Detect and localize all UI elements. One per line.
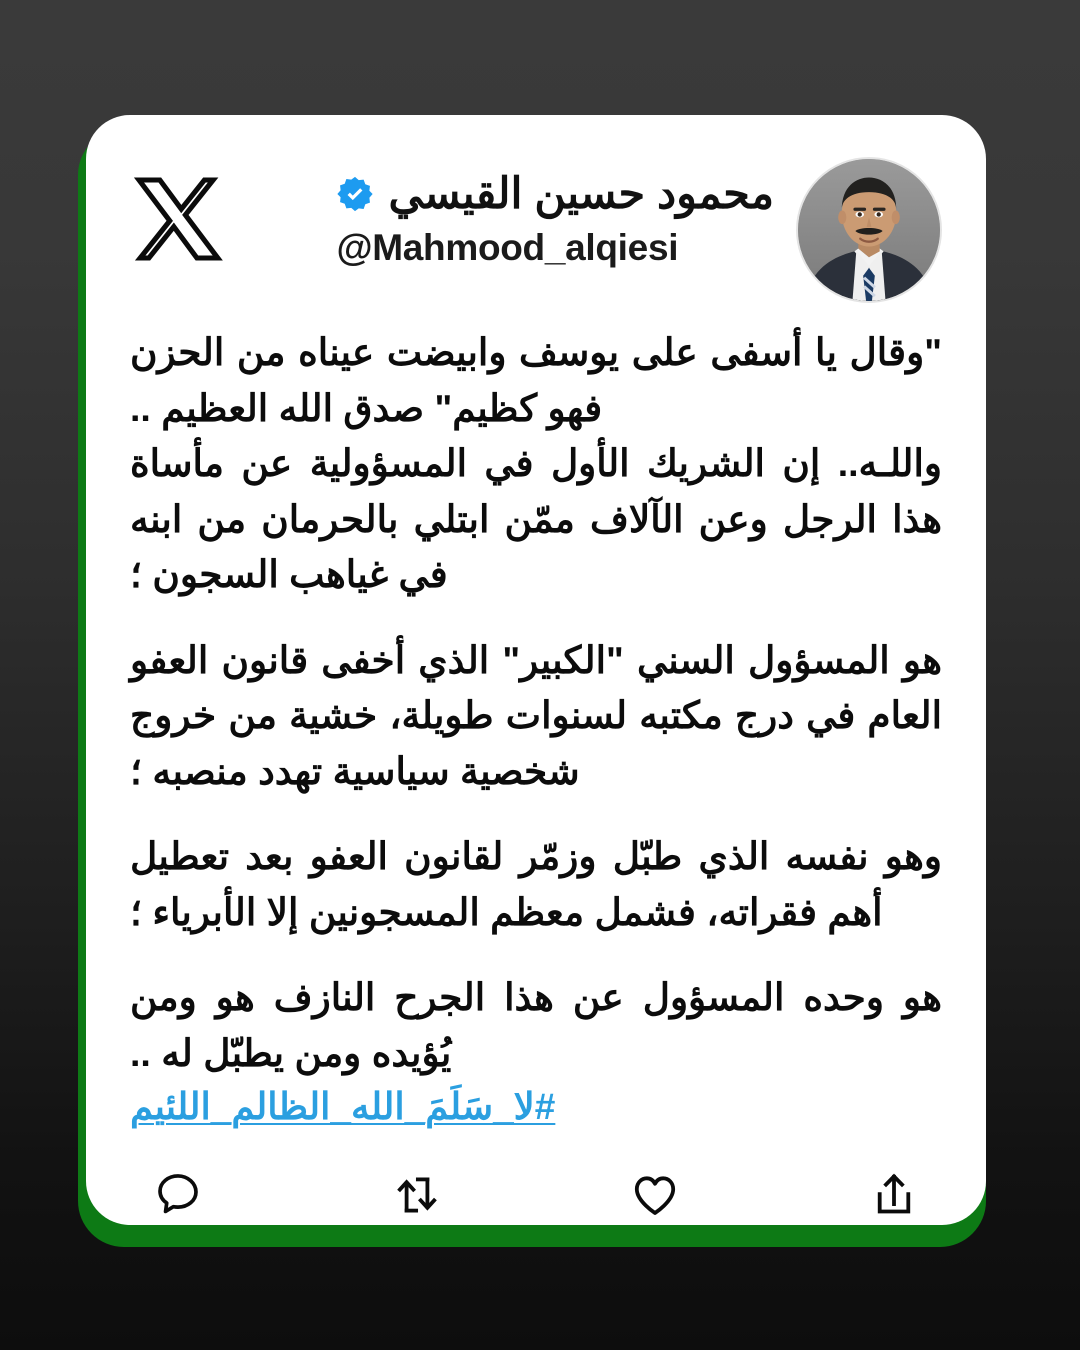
retweet-button[interactable] (385, 1163, 449, 1227)
tweet-paragraph: هو المسؤول السني "الكبير" الذي أخفى قانون العفو العام في درج مكتبه لسنوات طويلة، خشية من خروج شخصية سياسية تهدد منصبه ؛ (130, 638, 942, 792)
tweet-paragraph: "وقال يا أسفى على يوسف وابيضت عيناه من الحزن فهو كظيم" صدق الله العظيم .. (130, 331, 942, 429)
tweet-paragraph: هو وحده المسؤول عن هذا الجرح النازف هو ومن يُؤيده ومن يطبّل له .. (130, 976, 942, 1074)
retweet-icon (391, 1169, 443, 1221)
like-icon (629, 1169, 681, 1221)
share-button[interactable] (862, 1163, 926, 1227)
hashtag-link[interactable]: #لا_سَلَمَ_الله_الظالم_اللئيم (130, 1086, 556, 1127)
tweet-actions (130, 1128, 942, 1246)
display-name-row (336, 171, 774, 217)
account-handle[interactable]: @Mahmood_alqiesi (336, 227, 679, 269)
tweet-text-body (130, 307, 942, 1128)
tweet-card (86, 115, 986, 1225)
avatar[interactable] (796, 157, 942, 303)
display-name: محمود حسين القيسي (388, 170, 774, 218)
share-icon (868, 1169, 920, 1221)
reply-button[interactable] (146, 1163, 210, 1227)
tweet-paragraph: واللـه.. إن الشريك الأول في المسؤولية عن مأساة هذا الرجل وعن الآلاف ممّن ابتلي بالحرمان من ابنه في غياهب السجون ؛ (130, 442, 942, 595)
like-button[interactable] (623, 1163, 687, 1227)
verified-badge-icon (336, 175, 374, 213)
name-block (336, 157, 774, 269)
account-identity[interactable] (336, 157, 942, 303)
tweet-header (130, 157, 942, 307)
tweet-card-container (86, 115, 994, 1235)
x-logo-icon (130, 171, 226, 267)
reply-icon (152, 1169, 204, 1221)
tweet-paragraph: وهو نفسه الذي طبّل وزمّر لقانون العفو بعد تعطيل أهم فقراته، فشمل معظم المسجونين إلا الأبرياء ؛ (130, 835, 942, 933)
